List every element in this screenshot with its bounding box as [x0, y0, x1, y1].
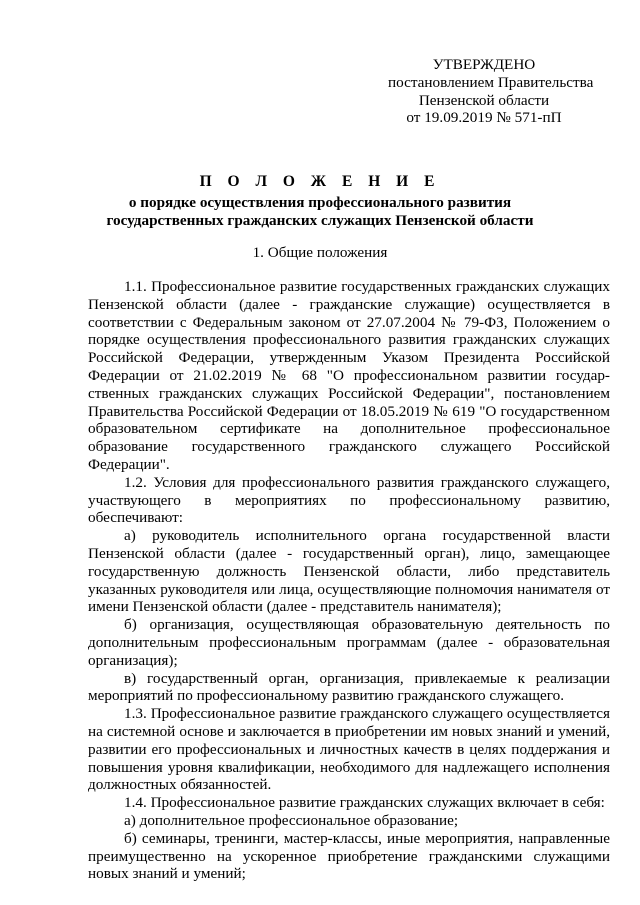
document-subtitle-line-2: государственных гражданских служащих Пензенской области — [106, 211, 534, 229]
paragraph-1-4-a: а) дополнительное профессиональное образование; — [124, 811, 459, 829]
approval-stamp — [388, 56, 594, 127]
paragraph-1-2-a: а) руководитель исполнительного органа государственной власти Пензенской области (далее - государственный орган), лицо, замещающее государственную должность Пензенской области, либо представитель указанных руководителя или лица, осуществляющие полномочия нанимателя от имени Пензенской области (далее - представитель нанимателя); — [88, 527, 610, 616]
approval-date-number: от 19.09.2019 № 571-пП — [406, 109, 562, 127]
paragraph-1-2-b: б) организация, осуществляющая образовательную деятельность по дополнительным профессиональным программам (далее - образовательная организация); — [88, 616, 610, 669]
approval-region: Пензенской области — [418, 91, 550, 109]
paragraph-1-3: 1.3. Профессиональное развитие гражданского служащего осуществляется на системной основе и заключается в приобретении им новых знаний и умений, развитии его профессиональных и личностных качеств в целях поддержания и повышения уровня квалификации, необходимого для надлежащего исполнения должностных обязанностей. — [88, 705, 610, 794]
section-title: 1. Общие положения — [252, 244, 388, 261]
paragraph-1-2-v: в) государственный орган, организация, привлекаемые к реализации мероприятий по профессиональному развитию гражданского служащего. — [88, 669, 610, 705]
paragraph-1-1: 1.1. Профессиональное развитие государственных гражданских служащих Пензенской области (далее - гражданские служащие) осуществляется в соответствии с Федеральным законом от 27.07.2004 № 79-ФЗ, Положением о порядке осуществления профессионального развития гражданских служащих Российской Федерации, утвержденным Указом Президента Российской Федерации от 21.02.2019 № 68 "О профессиональном развитии государ-ственных гражданских служащих Российской Федерации", постановлением Правительства Российской Федерации от 18.05.2019 № 619 "О государственном образовательном сертификате на дополнительное профессиональное образование государственного гражданского служащего Российской Федерации". — [88, 278, 610, 473]
document-title — [30, 173, 610, 229]
paragraph-1-4-b: б) семинары, тренинги, мастер-классы, иные мероприятия, направленные преимущественно на ускоренное приобретение гражданскими служащими новых знаний и умений; — [88, 829, 610, 883]
approval-label: УТВЕРЖДЕНО — [432, 56, 536, 73]
document-heading: П О Л О Ж Е Н И Е — [199, 173, 441, 190]
approval-resolution: постановлением Правительства — [388, 73, 594, 91]
paragraph-1-2: 1.2. Условия для профессионального развития гражданского служащего, участвующего в мероприятиях по профессиональному развитию, обеспечивают: — [88, 473, 610, 527]
document-body — [88, 278, 610, 883]
document-subtitle-line-1: о порядке осуществления профессионального развития — [128, 193, 512, 211]
paragraph-1-4: 1.4. Профессиональное развитие гражданских служащих включает в себя: — [124, 794, 605, 812]
